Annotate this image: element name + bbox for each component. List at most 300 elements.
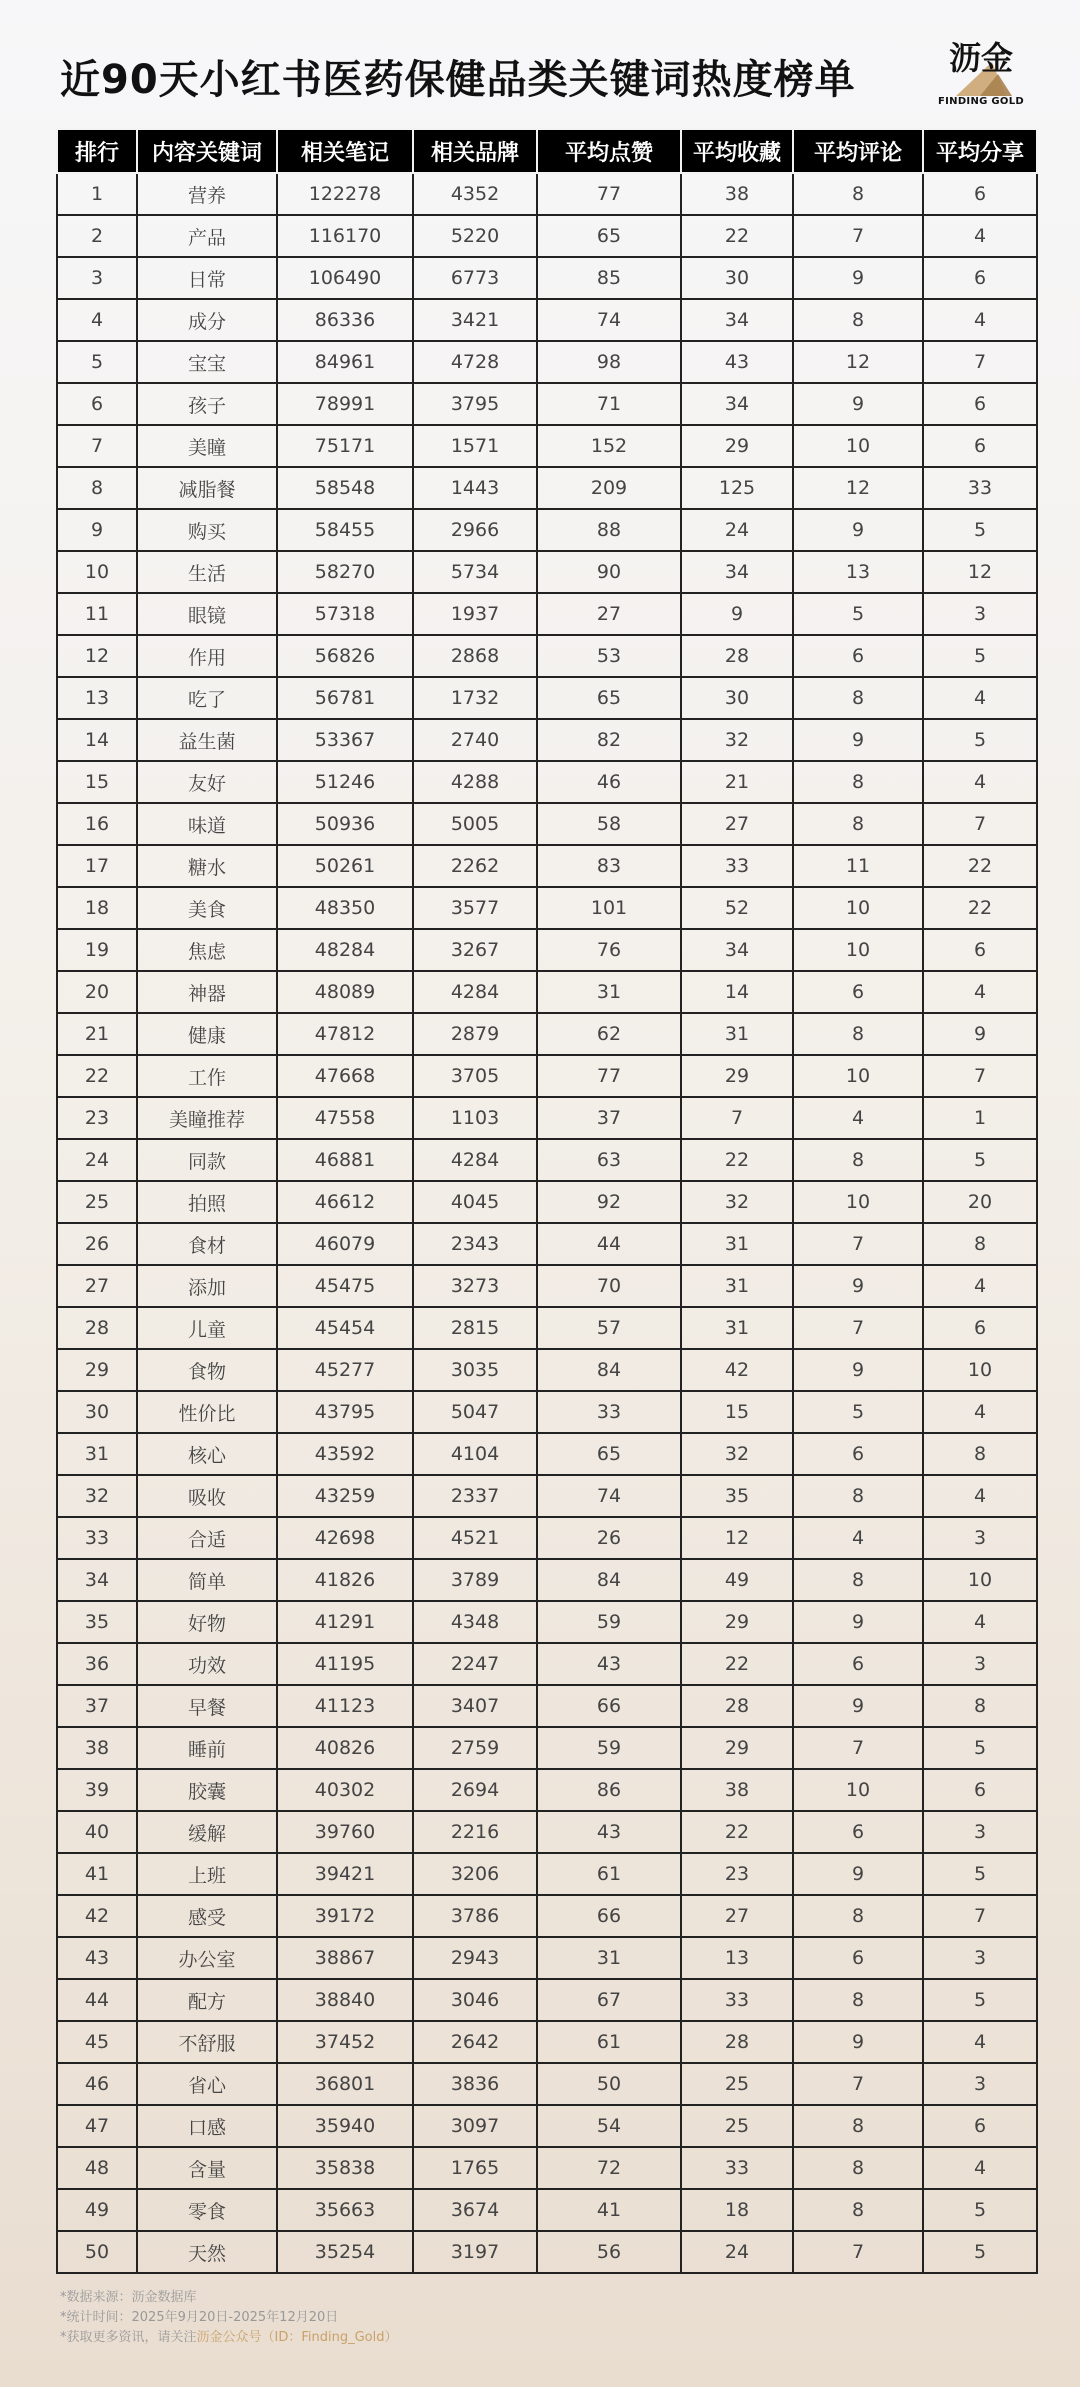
table-cell: 9 [793,257,923,299]
column-header: 排行 [57,129,137,173]
table-cell: 30 [681,257,793,299]
table-cell: 22 [57,1055,137,1097]
table-cell: 同款 [137,1139,277,1181]
table-cell: 3206 [413,1853,537,1895]
table-cell: 22 [681,215,793,257]
table-cell: 2694 [413,1769,537,1811]
table-cell: 1 [57,173,137,215]
table-cell: 6 [923,257,1037,299]
table-cell: 36801 [277,2063,413,2105]
table-cell: 4284 [413,971,537,1013]
table-cell: 42 [57,1895,137,1937]
table-cell: 日常 [137,257,277,299]
table-cell: 32 [681,1433,793,1475]
table-cell: 儿童 [137,1307,277,1349]
table-row [57,677,1037,719]
table-row [57,425,1037,467]
table-cell: 28 [681,635,793,677]
table-cell: 57 [537,1307,681,1349]
table-cell: 34 [57,1559,137,1601]
table-cell: 74 [537,1475,681,1517]
table-cell: 43 [537,1643,681,1685]
table-cell: 4521 [413,1517,537,1559]
table-cell: 39172 [277,1895,413,1937]
table-cell: 4728 [413,341,537,383]
table-cell: 101 [537,887,681,929]
table-cell: 31 [537,971,681,1013]
table-cell: 46 [537,761,681,803]
table-row [57,1601,1037,1643]
table-row [57,1223,1037,1265]
table-cell: 1 [923,1097,1037,1139]
table-cell: 41 [537,2189,681,2231]
table-cell: 86336 [277,299,413,341]
table-cell: 4288 [413,761,537,803]
table-cell: 7 [923,803,1037,845]
table-cell: 5 [793,1391,923,1433]
table-cell: 20 [923,1181,1037,1223]
table-cell: 9 [793,1349,923,1391]
table-cell: 4 [923,761,1037,803]
table-cell: 48 [57,2147,137,2189]
table-cell: 32 [57,1475,137,1517]
table-row [57,299,1037,341]
table-cell: 2 [57,215,137,257]
table-cell: 4 [923,2021,1037,2063]
table-cell: 116170 [277,215,413,257]
table-cell: 66 [537,1685,681,1727]
table-cell: 5 [923,719,1037,761]
table-cell: 28 [57,1307,137,1349]
table-cell: 9 [793,509,923,551]
table-cell: 6 [793,1433,923,1475]
table-row [57,1055,1037,1097]
table-cell: 39421 [277,1853,413,1895]
table-cell: 29 [681,1727,793,1769]
table-cell: 6 [923,383,1037,425]
table-cell: 5 [793,593,923,635]
table-cell: 减脂餐 [137,467,277,509]
table-cell: 38 [57,1727,137,1769]
table-cell: 25 [681,2063,793,2105]
table-cell: 神器 [137,971,277,1013]
table-cell: 71 [537,383,681,425]
table-cell: 8 [923,1433,1037,1475]
table-cell: 53 [537,635,681,677]
table-row [57,635,1037,677]
table-cell: 3046 [413,1979,537,2021]
table-cell: 43259 [277,1475,413,1517]
table-cell: 美食 [137,887,277,929]
table-cell: 34 [681,551,793,593]
table-cell: 3705 [413,1055,537,1097]
table-cell: 35663 [277,2189,413,2231]
table-cell: 3 [923,593,1037,635]
table-cell: 74 [537,299,681,341]
table-cell: 8 [793,1895,923,1937]
table-cell: 10 [923,1349,1037,1391]
table-cell: 6 [923,2105,1037,2147]
table-cell: 感受 [137,1895,277,1937]
table-cell: 味道 [137,803,277,845]
table-cell: 8 [793,1139,923,1181]
table-row [57,1097,1037,1139]
table-cell: 56 [537,2231,681,2273]
table-cell: 50936 [277,803,413,845]
table-cell: 35 [681,1475,793,1517]
table-cell: 12 [793,467,923,509]
column-header: 内容关键词 [137,129,277,173]
table-cell: 美瞳推荐 [137,1097,277,1139]
table-cell: 省心 [137,2063,277,2105]
table-cell: 6 [793,1643,923,1685]
table-cell: 18 [681,2189,793,2231]
table-cell: 43 [681,341,793,383]
table-cell: 1732 [413,677,537,719]
table-cell: 38 [681,173,793,215]
table-cell: 9 [793,1601,923,1643]
table-cell: 29 [681,1055,793,1097]
table-cell: 57318 [277,593,413,635]
table-cell: 5 [923,635,1037,677]
table-cell: 3273 [413,1265,537,1307]
table-cell: 41 [57,1853,137,1895]
table-cell: 5005 [413,803,537,845]
table-cell: 10 [57,551,137,593]
table-cell: 5220 [413,215,537,257]
table-cell: 26 [537,1517,681,1559]
table-cell: 40 [57,1811,137,1853]
table-cell: 3267 [413,929,537,971]
table-cell: 24 [681,2231,793,2273]
table-cell: 32 [681,719,793,761]
table-cell: 35838 [277,2147,413,2189]
table-cell: 配方 [137,1979,277,2021]
table-cell: 43795 [277,1391,413,1433]
table-cell: 13 [57,677,137,719]
table-cell: 成分 [137,299,277,341]
table-row [57,1181,1037,1223]
table-cell: 上班 [137,1853,277,1895]
column-header: 平均收藏 [681,129,793,173]
table-cell: 6 [793,1811,923,1853]
table-cell: 食物 [137,1349,277,1391]
table-cell: 77 [537,1055,681,1097]
table-cell: 缓解 [137,1811,277,1853]
table-cell: 25 [57,1181,137,1223]
table-cell: 37452 [277,2021,413,2063]
table-row [57,1643,1037,1685]
table-cell: 孩子 [137,383,277,425]
table-cell: 4 [923,1475,1037,1517]
table-cell: 49 [681,1559,793,1601]
table-row [57,2021,1037,2063]
table-cell: 15 [57,761,137,803]
footer-period: *统计时间：2025年9月20日-2025年12月20日 [60,2310,339,2325]
table-cell: 10 [923,1559,1037,1601]
table-cell: 12 [57,635,137,677]
table-cell: 吸收 [137,1475,277,1517]
table-cell: 早餐 [137,1685,277,1727]
table-cell: 50 [537,2063,681,2105]
table-cell: 2262 [413,845,537,887]
table-cell: 3 [923,1643,1037,1685]
table-cell: 2966 [413,509,537,551]
table-row [57,215,1037,257]
table-cell: 4 [923,1601,1037,1643]
table-cell: 22 [681,1139,793,1181]
table-cell: 13 [793,551,923,593]
table-cell: 7 [923,341,1037,383]
table-row [57,1979,1037,2021]
table-cell: 152 [537,425,681,467]
table-row [57,257,1037,299]
table-row [57,887,1037,929]
table-row [57,1349,1037,1391]
table-cell: 31 [681,1307,793,1349]
table-cell: 6 [923,929,1037,971]
table-cell: 12 [793,341,923,383]
table-cell: 84 [537,1349,681,1391]
table-cell: 8 [923,1685,1037,1727]
table-row [57,845,1037,887]
table-cell: 8 [793,173,923,215]
table-cell: 10 [793,929,923,971]
table-cell: 82 [537,719,681,761]
table-cell: 性价比 [137,1391,277,1433]
table-cell: 22 [681,1643,793,1685]
table-cell: 43 [537,1811,681,1853]
table-cell: 27 [681,1895,793,1937]
table-row [57,1391,1037,1433]
table-cell: 9 [57,509,137,551]
table-cell: 工作 [137,1055,277,1097]
table-cell: 92 [537,1181,681,1223]
table-cell: 3421 [413,299,537,341]
table-cell: 办公室 [137,1937,277,1979]
table-cell: 38 [681,1769,793,1811]
table-cell: 40826 [277,1727,413,1769]
table-cell: 合适 [137,1517,277,1559]
footer-account-link[interactable]: 沥金公众号（ID：Finding_Gold） [196,2330,398,2345]
table-cell: 8 [793,1979,923,2021]
table-cell: 85 [537,257,681,299]
table-cell: 4 [793,1517,923,1559]
table-cell: 8 [793,761,923,803]
table-row [57,551,1037,593]
table-cell: 77 [537,173,681,215]
table-cell: 29 [57,1349,137,1391]
table-cell: 核心 [137,1433,277,1475]
table-cell: 28 [681,1685,793,1727]
table-cell: 不舒服 [137,2021,277,2063]
table-cell: 美瞳 [137,425,277,467]
table-cell: 7 [793,1223,923,1265]
table-cell: 零食 [137,2189,277,2231]
table-cell: 25 [681,2105,793,2147]
table-cell: 2868 [413,635,537,677]
table-row [57,1895,1037,1937]
table-cell: 4284 [413,1139,537,1181]
table-cell: 3674 [413,2189,537,2231]
column-header: 相关笔记 [277,129,413,173]
table-cell: 4045 [413,1181,537,1223]
table-cell: 8 [793,1013,923,1055]
table-cell: 11 [793,845,923,887]
table-cell: 7 [793,2063,923,2105]
table-cell: 27 [681,803,793,845]
table-cell: 2879 [413,1013,537,1055]
table-cell: 2815 [413,1307,537,1349]
table-row [57,1307,1037,1349]
table-cell: 作用 [137,635,277,677]
table-cell: 8 [793,803,923,845]
table-cell: 35940 [277,2105,413,2147]
table-cell: 3197 [413,2231,537,2273]
table-cell: 50 [57,2231,137,2273]
table-cell: 2740 [413,719,537,761]
logo-en-text: FINDING GOLD [938,96,1024,107]
table-cell: 45 [57,2021,137,2063]
table-cell: 简单 [137,1559,277,1601]
table-cell: 5047 [413,1391,537,1433]
table-cell: 44 [57,1979,137,2021]
table-cell: 88 [537,509,681,551]
table-row [57,593,1037,635]
table-cell: 34 [681,383,793,425]
table-cell: 4104 [413,1433,537,1475]
table-cell: 5 [923,1139,1037,1181]
brand-logo [936,38,1026,110]
table-cell: 8 [793,2105,923,2147]
table-cell: 12 [681,1517,793,1559]
table-cell: 4 [793,1097,923,1139]
table-row [57,1013,1037,1055]
table-cell: 47668 [277,1055,413,1097]
table-cell: 63 [537,1139,681,1181]
table-cell: 39 [57,1769,137,1811]
table-row [57,1937,1037,1979]
table-cell: 58548 [277,467,413,509]
table-cell: 49 [57,2189,137,2231]
table-cell: 2759 [413,1727,537,1769]
footer-more [60,2328,398,2348]
table-cell: 6 [793,1937,923,1979]
table-cell: 8 [793,677,923,719]
table-cell: 34 [681,299,793,341]
table-cell: 9 [923,1013,1037,1055]
table-cell: 食材 [137,1223,277,1265]
table-cell: 7 [793,1727,923,1769]
table-cell: 6 [923,1307,1037,1349]
table-cell: 友好 [137,761,277,803]
table-row [57,971,1037,1013]
table-row [57,803,1037,845]
table-cell: 33 [681,1979,793,2021]
table-cell: 30 [57,1391,137,1433]
table-cell: 33 [681,2147,793,2189]
table-row [57,1139,1037,1181]
table-row [57,341,1037,383]
table-cell: 7 [681,1097,793,1139]
table-cell: 31 [681,1013,793,1055]
table-row [57,1265,1037,1307]
table-cell: 1937 [413,593,537,635]
table-cell: 20 [57,971,137,1013]
table-cell: 5734 [413,551,537,593]
table-cell: 糖水 [137,845,277,887]
table-cell: 122278 [277,173,413,215]
table-cell: 4 [923,299,1037,341]
table-cell: 38867 [277,1937,413,1979]
table-cell: 6 [923,173,1037,215]
table-cell: 2337 [413,1475,537,1517]
table-cell: 9 [793,1853,923,1895]
table-cell: 54 [537,2105,681,2147]
table-cell: 17 [57,845,137,887]
table-cell: 8 [793,1475,923,1517]
table-cell: 42698 [277,1517,413,1559]
table-cell: 3 [923,1937,1037,1979]
table-cell: 22 [923,887,1037,929]
table-cell: 9 [793,383,923,425]
table-cell: 31 [681,1265,793,1307]
table-row [57,1433,1037,1475]
table-cell: 8 [793,2147,923,2189]
column-header: 相关品牌 [413,129,537,173]
table-cell: 眼镜 [137,593,277,635]
table-cell: 2216 [413,1811,537,1853]
table-cell: 12 [923,551,1037,593]
table-cell: 46881 [277,1139,413,1181]
table-cell: 3 [923,1517,1037,1559]
table-cell: 4348 [413,1601,537,1643]
table-cell: 4 [923,971,1037,1013]
table-cell: 61 [537,1853,681,1895]
table-cell: 86 [537,1769,681,1811]
table-cell: 90 [537,551,681,593]
table-cell: 9 [793,719,923,761]
table-cell: 3 [57,257,137,299]
table-cell: 48350 [277,887,413,929]
table-row [57,2105,1037,2147]
table-cell: 2943 [413,1937,537,1979]
table-row [57,1517,1037,1559]
table-cell: 23 [57,1097,137,1139]
table-cell: 4 [57,299,137,341]
table-cell: 47558 [277,1097,413,1139]
table-cell: 27 [537,593,681,635]
table-cell: 29 [681,1601,793,1643]
table-cell: 83 [537,845,681,887]
table-cell: 59 [537,1601,681,1643]
table-cell: 51246 [277,761,413,803]
table-cell: 6773 [413,257,537,299]
table-cell: 营养 [137,173,277,215]
table-cell: 4 [923,1391,1037,1433]
table-cell: 45277 [277,1349,413,1391]
table-row [57,1685,1037,1727]
table-cell: 59 [537,1727,681,1769]
table-cell: 21 [57,1013,137,1055]
table-cell: 30 [681,677,793,719]
table-cell: 39760 [277,1811,413,1853]
table-cell: 1571 [413,425,537,467]
table-cell: 好物 [137,1601,277,1643]
table-cell: 7 [793,1307,923,1349]
table-cell: 1443 [413,467,537,509]
table-row [57,2189,1037,2231]
